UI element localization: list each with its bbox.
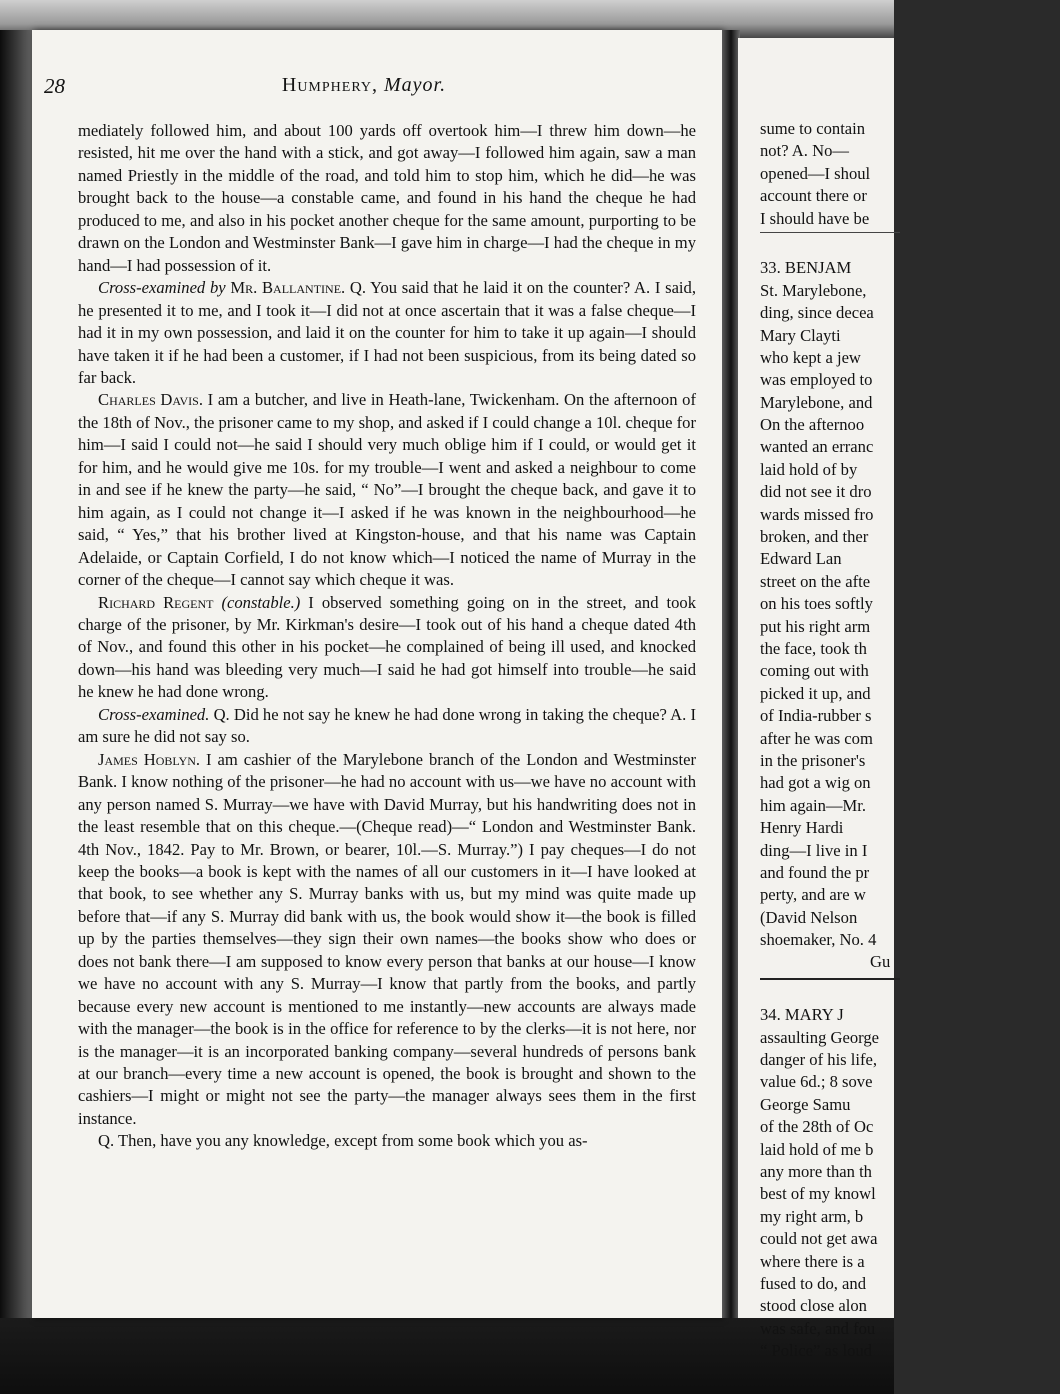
facing-line: Henry Hardi: [760, 818, 844, 838]
paragraph-james-hoblyn: [78, 749, 696, 1131]
facing-line: best of my knowl: [760, 1184, 876, 1204]
facing-line: coming out with: [760, 661, 869, 681]
facing-page: [738, 38, 894, 1361]
facing-line: the face, took th: [760, 638, 867, 658]
facing-line: had got a wig on: [760, 773, 871, 793]
facing-line: I should have be: [760, 208, 870, 228]
facing-line: street on the afte: [760, 571, 871, 591]
facing-line: Gu: [870, 952, 891, 972]
cross-examined-lead-2: Cross-examined.: [98, 704, 210, 724]
testimony-hoblyn: I am cashier of the Marylebone branch of the London and Westminster Bank. I know nothing of the prisoner—he had no account with us—we have no account with any person named S. Murray—we have with David Murray, but his handwriting does not in the least resemble that on this cheque.—(Cheque read)—“ London and Westminster Bank. 4th Nov., 1842. Pay to Mr. Brown, or bearer, 10l.—S. Murray.”) I pay cheques—I do not keep the books—a book is kept with the names of all our customers in it—I have looked at that book, to see whether any S. Murray banks with us, but my mind was quite made up before that—if any S. Murray did bank with us, the book would show it—the book is filled up by the parties themselves—they sign their own names—the books show who does or does not bank there—I am supposed to know every person that banks at our house—I know we have no account with any S. Murray—I know that partly from the books, and partly because every new account is mentioned to me instantly—new accounts are always made with the manager—the book is in the office for reference to by the clerks—it is not here, nor is the manager—it is an incorporated banking company—several hundreds of persons bank at our branch—every time a new account is opened, the book is brought and shown to the cashiers—I might or might not see the party—the manager always sees them in the first instance.: [78, 749, 696, 1128]
facing-line: fused to do, and: [760, 1273, 866, 1293]
facing-line: picked it up, and: [760, 683, 871, 703]
facing-line: St. Marylebone,: [760, 280, 867, 300]
testimony-regent: I observed something going on in the street, and took charge of the prisoner, by Mr. Kirkman's desire—I took out of his hand a cheque dated 4th of Nov., and found this other in his pocket—he complained of being ill used, and knocked down—his hand was bleeding very much—I said he had got himself into trouble—he said he knew he had done wrong.: [78, 592, 696, 702]
page-header: [44, 74, 684, 104]
main-text-column: [78, 120, 696, 1153]
facing-line: and found the pr: [760, 862, 870, 882]
facing-line: “ Police” as loud: [760, 1341, 872, 1361]
paragraph-opening: mediately followed him, and about 100 yards off overtook him—I threw him down—he resisted, hit me over the hand with a stick, and got away—I followed him again, saw a man named Priestly in the middle of the road, and told him to stop him, which he did—he was brought back to the house—a constable came, and found in his hand the cheque he had produced to me, and also in his pocket another cheque for the same amount, purporting to be drawn on the London and Westminster Bank—I gave him in charge—I had the cheque in my hand—I had possession of it.: [78, 121, 696, 275]
cross-examination-text-2: Q. Did he not say he knew he had done wrong in taking the cheque? A. I am sure he did not say so.: [78, 704, 696, 747]
facing-line: not? A. No—: [760, 141, 849, 161]
facing-line: was employed to: [760, 370, 873, 390]
facing-line: perty, and are w: [760, 885, 866, 905]
cross-examination-text: Q. You said that he laid it on the counter? A. I said, he presented it to me, and I took it—I did not at once ascertain that it was a false cheque—I had it in my own possession, and laid it on the counter for him to take it up again—I should have taken it if he had been a customer, if I had not been suspicious, from its being dated so far back.: [78, 278, 696, 387]
testimony-davis: I am a butcher, and live in Heath-lane, Twickenham. On the afternoon of the 18th of Nov., the prisoner came to my shop, and asked if I could change a 10l. cheque for him—I said I could not—he said I should very much oblige him if I could, or would get it for him, and he would give me 10s. for my trouble—I went and asked a neighbour to come in and see if he knew the party—he said, “ No”—I brought the cheque back, and gave it to him again, as I could not change it—I asked if he was known in the neighbourhood—he said, “ Yes,” that his brother lived at Kingston-house, and that his name was Captain Adelaide, or Captain Corfield, I do not know which—I noticed the name of Murray in the corner of the cheque—I cannot say which cheque it was.: [78, 390, 696, 590]
facing-line: in the prisoner's: [760, 750, 866, 770]
facing-line: Marylebone, and: [760, 392, 873, 412]
facing-line: opened—I shoul: [760, 163, 871, 183]
paragraph-final-question: Q. Then, have you any knowledge, except from some book which you as-: [98, 1131, 588, 1151]
running-head: [44, 74, 684, 97]
facing-line: after he was com: [760, 728, 873, 748]
facing-line: On the afternoo: [760, 415, 865, 435]
facing-line: George Samu: [760, 1094, 851, 1114]
facing-line: Mary Clayti: [760, 325, 841, 345]
facing-line: where there is a: [760, 1251, 865, 1271]
facing-line: was safe, and fou: [760, 1318, 876, 1338]
facing-line: shoemaker, No. 4: [760, 930, 877, 950]
facing-line: ding, since decea: [760, 303, 874, 323]
facing-line: sume to contain: [760, 119, 866, 138]
facing-line: wards missed fro: [760, 504, 874, 524]
facing-line: [760, 982, 1060, 1004]
witness-name-hoblyn: James Hoblyn.: [98, 749, 201, 769]
facing-line: laid hold of by: [760, 459, 858, 479]
running-head-title: Mayor.: [384, 74, 447, 96]
facing-line: wanted an erranc: [760, 437, 874, 457]
facing-line: ding—I live in I: [760, 840, 868, 860]
counsel-name: Mr. Ballantine.: [230, 278, 346, 298]
facing-line: did not see it dro: [760, 482, 872, 502]
witness-name-davis: Charles Davis.: [98, 390, 203, 410]
facing-line: laid hold of me b: [760, 1139, 874, 1159]
facing-line: [760, 235, 1060, 257]
facing-line: Edward Lan: [760, 549, 842, 569]
witness-name-regent: Richard Regent: [98, 592, 214, 612]
facing-line: broken, and ther: [760, 527, 869, 547]
paragraph-charles-davis: [78, 389, 696, 591]
facing-line: value 6d.; 8 sove: [760, 1072, 873, 1092]
facing-line: my right arm, b: [760, 1206, 864, 1226]
section-rule: [760, 978, 900, 980]
facing-line: put his right arm: [760, 616, 871, 636]
facing-line: 33. BENJAM: [760, 258, 852, 278]
facing-line: who kept a jew: [760, 347, 861, 367]
facing-line: of India-rubber s: [760, 706, 872, 726]
facing-line: could not get awa: [760, 1229, 878, 1249]
facing-line: stood close alon: [760, 1296, 867, 1316]
facing-line: any more than th: [760, 1161, 872, 1181]
section-rule: [760, 232, 900, 233]
facing-line: danger of his life,: [760, 1050, 878, 1070]
cross-examined-lead: Cross-examined by: [98, 278, 226, 298]
facing-line: him again—Mr.: [760, 795, 867, 815]
page-number: 28: [44, 74, 65, 98]
facing-page-text: [760, 118, 1060, 1362]
paragraph-cross-examination-ballantine: [78, 277, 696, 389]
facing-line: on his toes softly: [760, 594, 873, 614]
paragraph-cross-examined: [78, 704, 696, 749]
running-head-name: Humphery,: [281, 74, 379, 96]
book-left-edge: [0, 30, 34, 1320]
facing-line: 34. MARY J: [760, 1005, 844, 1025]
facing-line: of the 28th of Oc: [760, 1117, 874, 1137]
facing-line: account there or: [760, 186, 867, 206]
facing-line: (David Nelson: [760, 907, 858, 927]
witness-role-regent: (constable.): [221, 592, 301, 612]
paragraph-richard-regent: [78, 592, 696, 704]
facing-line: assaulting George: [760, 1027, 880, 1047]
